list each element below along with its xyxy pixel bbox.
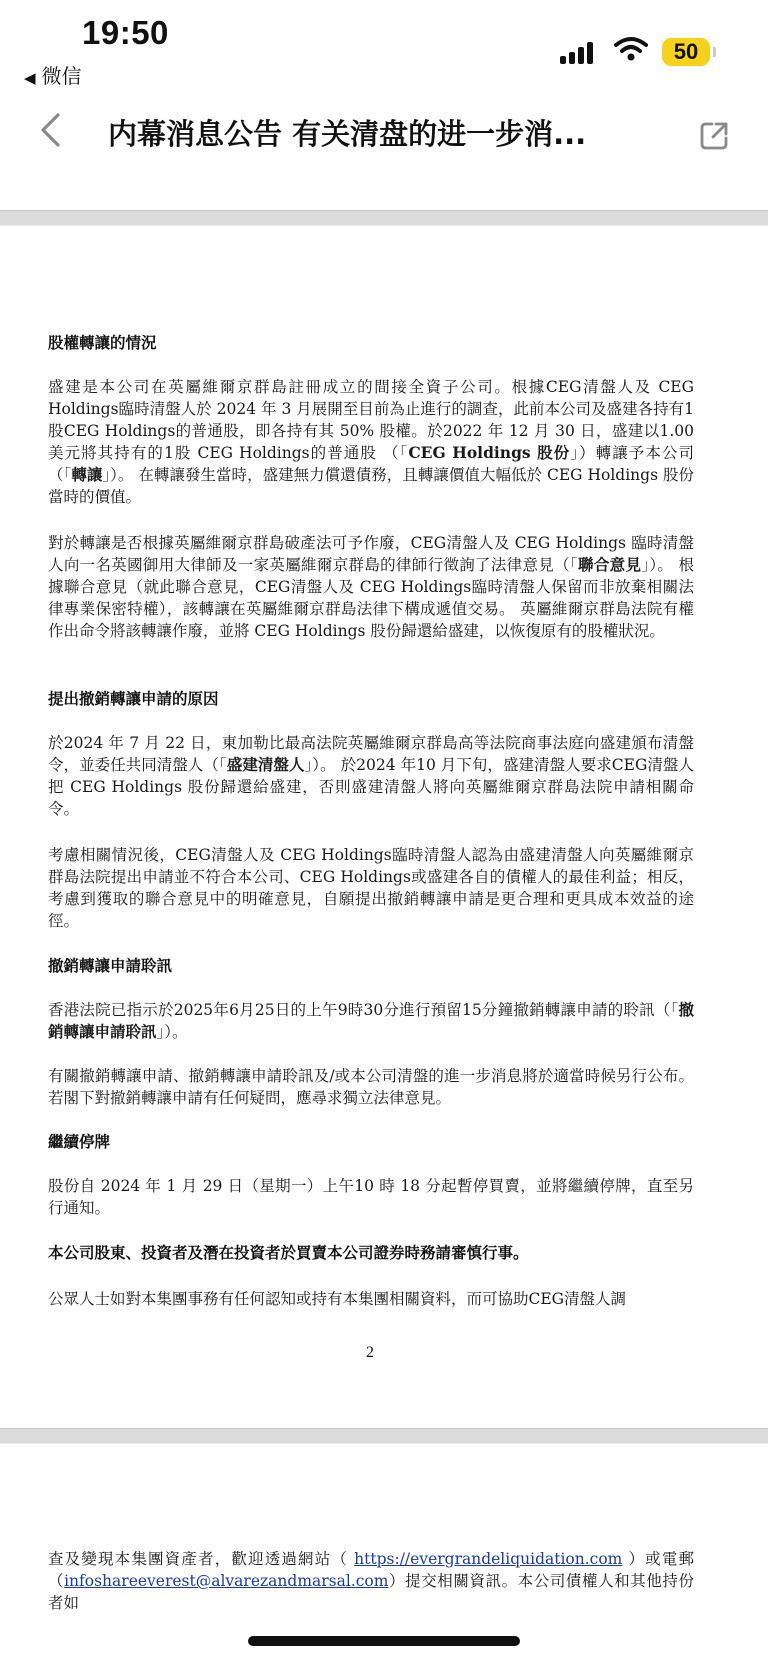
defined-term: 聯合意見 [578,555,642,574]
paragraph [48,376,694,508]
home-indicator[interactable] [248,1636,520,1646]
share-external-icon[interactable] [698,120,730,152]
paragraph [48,732,694,820]
battery-tip [713,47,716,57]
status-bar [0,0,768,90]
defined-term: 轉讓 [71,465,103,484]
page-title: 内幕消息公告 有关清盘的进一步消... [108,117,587,151]
status-time: 19:50 [82,14,169,51]
email-link[interactable]: infoshareeverest@alvarezandmarsal.com [64,1572,389,1590]
page-divider [0,210,768,226]
text-run: 」）轉讓予本公司（「 [48,444,694,484]
text-run: ）或電郵（ [48,1550,694,1590]
paragraph: 考慮相關情況後，CEG清盤人及 CEG Holdings臨時清盤人認為由盛建清盤人向英屬維爾京群島法院提出申請並不符合本公司、CEG Holdings或盛建各自的債權人的最佳利益；相反，考慮到獲取的聯合意見中的明確意見，自願提出撤銷轉讓申請是更合理和更具成本效益的途徑。 [48,846,694,930]
text-run: 」）。 根據聯合意見（就此聯合意見，CEG清盤人及 CEG Holdings臨時清盤人保留而非放棄相關法律專業保密特權），該轉讓在英屬維爾京群島法律下構成遞值交易。 英屬維爾京群島法院有權作出命令將該轉讓作廢，並將 CEG Holdings 股份歸還給盛建，以恢復原有的股權狀況。 [48,556,694,640]
text-run: 」）。 [156,1023,188,1041]
defined-term: 撤銷轉讓申請聆訊 [48,1000,694,1041]
back-triangle-icon: ◀ [24,69,36,87]
defined-term: 盛建清盤人 [226,755,305,774]
section-heading: 繼續停牌 [48,1132,111,1151]
text-run: 盛建是本公司在英屬維爾京群島註冊成立的間接全資子公司。根據CEG清盤人及 CEG Holdings臨時清盤人於 2024 年 3 月展開至目前為止進行的調查，此前本公司及盛建各持有1股CEG Holdings的普通股，即各持有其 50% 股權。於2022 年 12 月 30 日，盛建以1.00美元將其持有的1股 CEG Holdings的普通股 （「 [48,378,694,462]
text-run: 香港法院已指示於2025年6月25日的上午9時30分進行預留15分鐘撤銷轉讓申請的聆訊（「 [48,1001,679,1019]
battery-indicator: 50 [662,38,710,66]
section-heading: 提出撤銷轉讓申請的原因 [48,689,219,708]
chevron-left-icon[interactable] [38,112,62,154]
text-run: ）提交相關資訊。本公司債權人和其他持份者如 [48,1572,694,1612]
paragraph: 公眾人士如對本集團事務有任何認知或持有本集團相關資料，而可協助CEG清盤人調 [48,1290,627,1308]
text-run: 於2024 年 7 月 22 日，東加勒比最高法院英屬維爾京群島高等法院商事法庭向盛建頒布清盤令，並委任共同清盤人（「 [48,734,694,774]
page-number: 2 [366,1344,374,1361]
cellular-signal-icon [560,38,600,64]
text-run: 查及變現本集團資產者，歡迎透過網站（ [48,1550,355,1568]
section-heading: 本公司股東、投資者及潛在投資者於買賣本公司證券時務請審慎行事。 [48,1243,529,1262]
text-run: 對於轉讓是否根據英屬維爾京群島破產法可予作廢，CEG清盤人及 CEG Holdings 臨時清盤人向一名英國御用大律師及一家英屬維爾京群島的律師行徵詢了法律意見（「 [48,534,694,574]
website-link[interactable]: https://evergrandeliquidation.com [354,1550,623,1568]
back-app-label: 微信 [41,64,82,88]
text-run: 」）。 於2024 年10 月下旬，盛建清盤人要求CEG清盤人把 CEG Holdings 股份歸還給盛建，否則盛建清盤人將向英屬維爾京群島法院申請相關命令。 [48,756,694,818]
defined-term: CEG Holdings 股份 [408,443,571,462]
back-to-app-link[interactable] [24,60,82,89]
paragraph [48,1548,694,1614]
wifi-icon [614,36,648,66]
nav-bar [0,96,768,176]
section-heading: 股權轉讓的情況 [48,333,157,352]
paragraph: 有關撤銷轉讓申請、撤銷轉讓申請聆訊及/或本公司清盤的進一步消息將於適當時候另行公布。若閣下對撤銷轉讓申請有任何疑問，應尋求獨立法律意見。 [48,1067,694,1107]
section-heading: 撤銷轉讓申請聆訊 [48,956,173,975]
paragraph [48,999,694,1043]
paragraph: 股份自 2024 年 1 月 29 日（星期一）上午10 時 18 分起暫停買賣，並將繼續停牌，直至另行通知。 [48,1177,694,1217]
paragraph [48,532,694,642]
page-divider [0,1428,768,1444]
text-run: 」）。 在轉讓發生當時，盛建無力償還債務，且轉讓價值大幅低於 CEG Holdings 股份當時的價值。 [48,466,694,506]
